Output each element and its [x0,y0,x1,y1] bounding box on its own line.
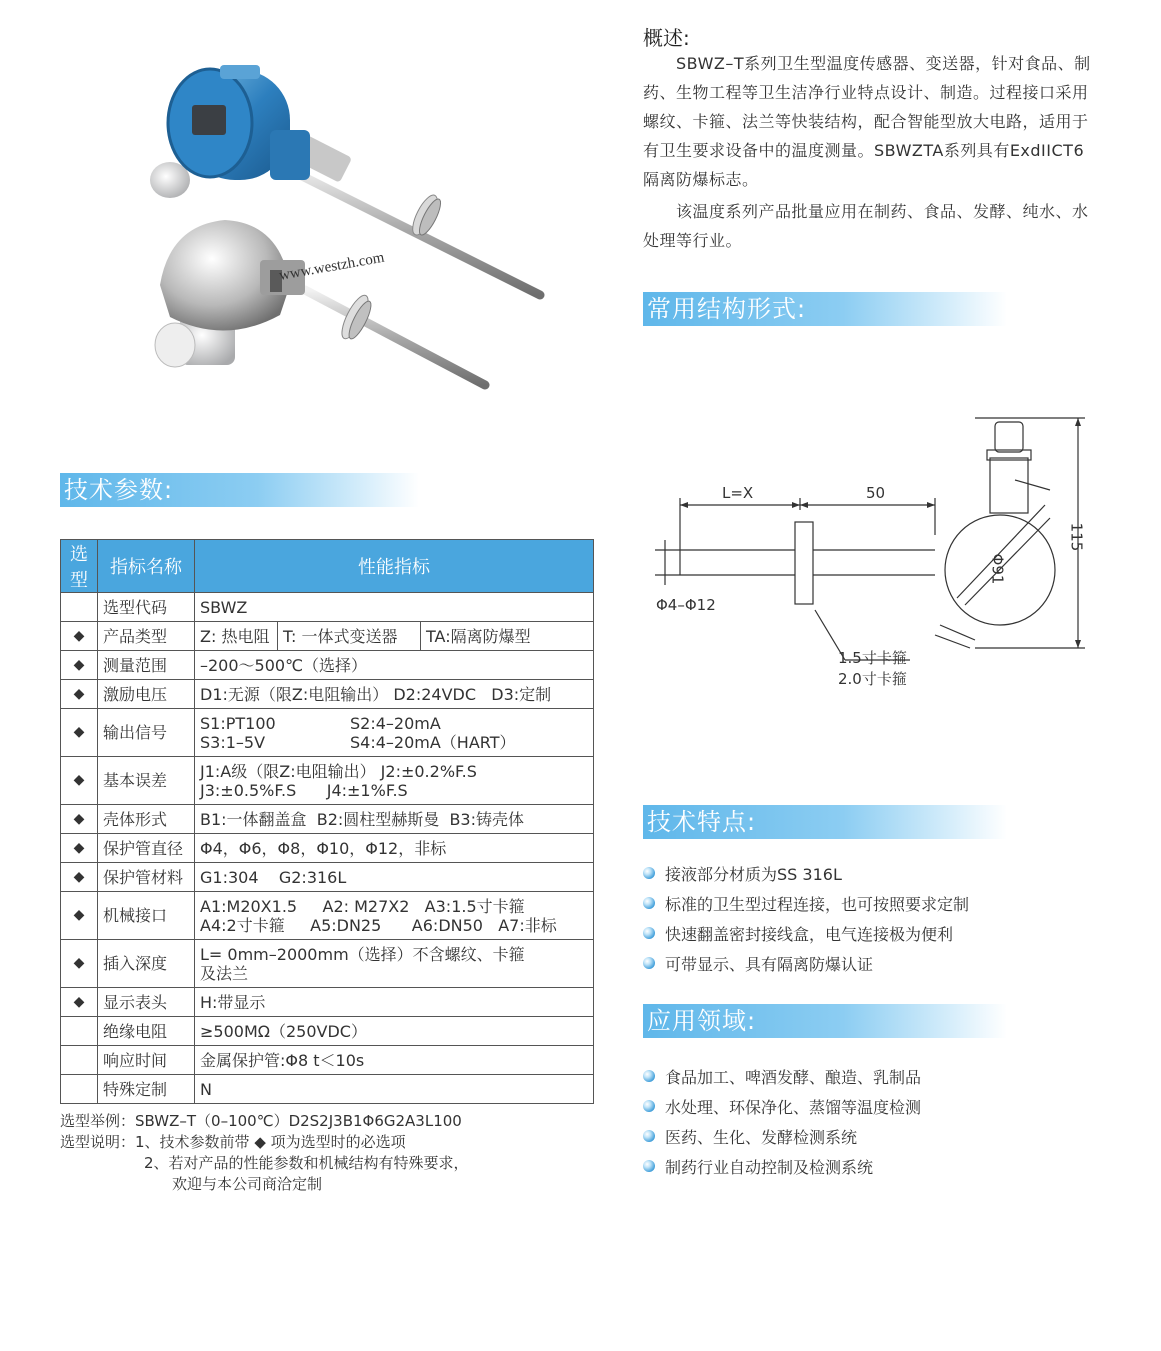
spec-table [60,539,594,1104]
list-item: 医药、生化、发酵检测系统 [643,1121,921,1151]
watermark: www.westzh.com [277,249,386,284]
bullet-icon [643,1130,655,1142]
selection-example: 选型举例：SBWZ–T（0–100℃）D2S2J3B1Φ6G2A3L100 [60,1112,462,1130]
table-row: ◆ 产品类型 Z: 热电阻 T: 一体式变送器 TA:隔离防爆型 [61,622,594,651]
bullet-icon [643,897,655,909]
table-row: ◆ 激励电压 D1:无源（限Z:电阻输出） D2:24VDC D3:定制 [61,680,594,709]
selection-notes [60,1111,469,1195]
required-diamond: ◆ [61,834,98,863]
header-name: 指标名称 [98,540,195,593]
clamp-2-label: 2.0寸卡箍 [838,670,907,688]
required-diamond: ◆ [61,651,98,680]
list-item: 接液部分材质为SS 316L [643,858,969,888]
table-row: ◆ 壳体形式 B1:一体翻盖盒 B2:圆柱型赫斯曼 B3:铸壳体 [61,805,594,834]
features-list [643,858,969,978]
bullet-icon [643,927,655,939]
dim-115-label: 115 [1067,522,1086,552]
list-item: 食品加工、啤酒发酵、酿造、乳制品 [643,1061,921,1091]
table-row: 特殊定制 N [61,1075,594,1104]
bullet-icon [643,957,655,969]
bullet-icon [643,1070,655,1082]
table-row: 响应时间 金属保护管:Φ8 t＜10s [61,1046,594,1075]
table-row: ◆ 测量范围 –200～500℃（选择） [61,651,594,680]
selection-note-3: 欢迎与本公司商洽定制 [172,1175,323,1193]
required-diamond: ◆ [61,863,98,892]
table-row: ◆ 显示表头 H:带显示 [61,988,594,1017]
table-row: ◆ 机械接口 A1:M20X1.5 A2: M27X2 A3:1.5寸卡箍 A4:2寸卡箍 A5:DN25 A6:DN50 A7:非标 [61,892,594,940]
table-row: ◆ 基本误差 J1:A级（限Z:电阻输出） J2:±0.2%F.S J3:±0.5%F.S J4:±1%F.S [61,757,594,805]
table-row: ◆ 保护管直径 Φ4，Φ6，Φ8，Φ10，Φ12，非标 [61,834,594,863]
required-diamond: ◆ [61,988,98,1017]
section-features: 技术特点: [643,805,1007,839]
required-diamond: ◆ [61,892,98,940]
header-select: 选型 [61,540,98,593]
list-item: 快速翻盖密封接线盒，电气连接极为便利 [643,918,969,948]
selection-note-1: 选型说明：1、技术参数前带 ◆ 项为选型时的必选项 [60,1133,406,1151]
required-diamond: ◆ [61,805,98,834]
bullet-icon [643,867,655,879]
clamp-1-label: 1.5寸卡箍 [838,649,907,667]
dim-length-label: L=X [722,484,754,502]
list-item: 水处理、环保净化、蒸馏等温度检测 [643,1091,921,1121]
list-item: 标准的卫生型过程连接，也可按照要求定制 [643,888,969,918]
dim-50-label: 50 [866,484,886,502]
required-diamond: ◆ [61,757,98,805]
table-row: ◆ 插入深度 L= 0mm–2000mm（选择）不含螺纹、卡箍 及法兰 [61,940,594,988]
bullet-icon [643,1160,655,1172]
applications-list [643,1061,921,1181]
required-diamond: ◆ [61,622,98,651]
table-row: ◆ 输出信号 S1:PT100 S2:4–20mA S3:1–5V S4:4–20mA（HART） [61,709,594,757]
table-row: 选型代码 SBWZ [61,593,594,622]
list-item: 可带显示、具有隔离防爆认证 [643,948,969,978]
type-options: Z: 热电阻 T: 一体式变送器 TA:隔离防爆型 [195,622,593,650]
table-header-row [61,540,594,593]
table-row: 绝缘电阻 ≥500MΩ（250VDC） [61,1017,594,1046]
product-photo [130,55,560,400]
required-diamond: ◆ [61,940,98,988]
required-diamond: ◆ [61,709,98,757]
dim-diameter-label: Φ4–Φ12 [656,596,716,614]
overview-title: 概述: [643,26,690,50]
overview-para-1: SBWZ–T系列卫生型温度传感器、变送器，针对食品、制药、生物工程等卫生洁净行业特点设计、制造。过程接口采用螺纹、卡箍、法兰等快装结构，配合智能型放大电路，适用于有卫生要求设备中的温度测量。SBWZTA系列具有ExdIICT6隔离防爆标志。 [643,54,1091,189]
list-item: 制药行业自动控制及检测系统 [643,1151,921,1181]
overview-para-2: 该温度系列产品批量应用在制药、食品、发酵、纯水、水处理等行业。 [643,202,1089,250]
dim-phi91-label: Φ91 [988,553,1007,585]
bullet-icon [643,1100,655,1112]
header-value: 性能指标 [195,540,594,593]
selection-note-2: 2、若对产品的性能参数和机械结构有特殊要求， [144,1154,469,1172]
required-diamond: ◆ [61,680,98,709]
table-row: ◆ 保护管材料 G1:304 G2:316L [61,863,594,892]
section-applications: 应用领域: [643,1004,1007,1038]
section-params: 技术参数: [60,473,419,507]
section-structure: 常用结构形式: [643,292,1007,326]
